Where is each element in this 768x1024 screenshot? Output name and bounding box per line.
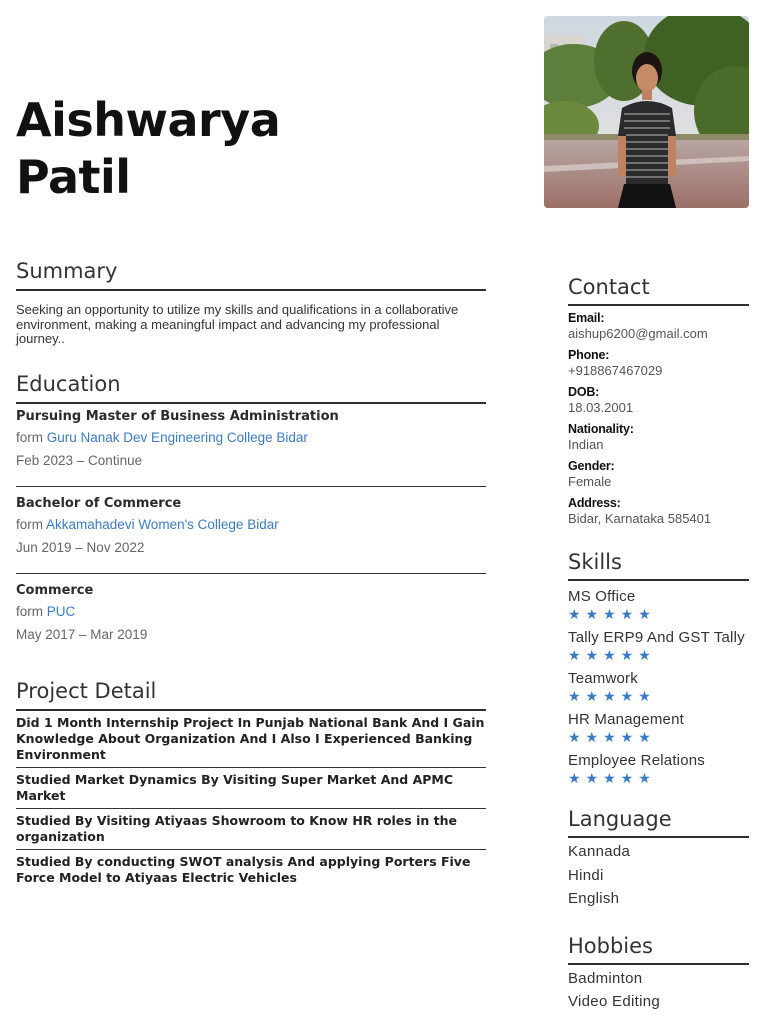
language-list [568, 840, 749, 911]
gender-value: Female [568, 474, 612, 489]
education-school-line [16, 429, 486, 447]
education-prefix: form [16, 603, 43, 619]
education-dates: Feb 2023 – Continue [16, 452, 143, 468]
skill-name: HR Management [568, 711, 684, 728]
skill-name: Tally ERP9 And GST Tally [568, 629, 745, 646]
education-dates: May 2017 – Mar 2019 [16, 626, 148, 642]
star-icon: ★★★★★ [568, 729, 656, 745]
education-item [16, 487, 486, 574]
education-prefix: form [16, 516, 43, 532]
contact-heading: Contact [568, 272, 749, 306]
first-name: Aishwarya [16, 93, 281, 147]
skills-heading: Skills [568, 547, 749, 581]
education-school-line [16, 516, 486, 534]
education-dates: Jun 2019 – Nov 2022 [16, 539, 145, 555]
phone-label: Phone: [568, 348, 610, 362]
main-column [16, 256, 486, 890]
education-degree: Bachelor of Commerce [16, 495, 182, 511]
dob-value: 18.03.2001 [568, 400, 634, 415]
nationality-value: Indian [568, 437, 604, 452]
skill-item [568, 587, 749, 622]
star-icon: ★★★★★ [568, 647, 656, 663]
skill-item [568, 710, 749, 745]
star-icon: ★★★★★ [568, 688, 656, 704]
hobbies-list [568, 967, 749, 1014]
phone-value[interactable]: +918867467029 [568, 363, 663, 378]
email-label: Email: [568, 311, 605, 325]
project-item: Studied By Visiting Atiyaas Showroom to Know HR roles in the organization [16, 809, 486, 850]
summary-text: Seeking an opportunity to utilize my skills and qualifications in a collaborative environment, making a meaningful impact and advancing my professional journey.. [16, 302, 459, 346]
education-school[interactable]: Guru Nanak Dev Engineering College Bidar [46, 429, 308, 445]
language-heading: Language [568, 804, 749, 838]
education-degree: Commerce [16, 582, 94, 598]
language-item: English [568, 890, 620, 907]
hobby-item: Video Editing [568, 993, 661, 1010]
education-item [16, 574, 486, 660]
project-item: Did 1 Month Internship Project In Punjab National Bank And I Gain Knowledge About Organization And I Also I Experienced Banking Environment [16, 711, 486, 768]
skill-name: MS Office [568, 588, 636, 605]
star-icon: ★★★★★ [568, 770, 656, 786]
education-prefix: form [16, 429, 43, 445]
education-degree: Pursuing Master of Business Administration [16, 408, 339, 424]
education-item [16, 404, 486, 487]
address-value: Bidar, Karnataka 585401 [568, 511, 712, 526]
education-school[interactable]: PUC [46, 603, 76, 619]
star-icon: ★★★★★ [568, 606, 656, 622]
skill-item [568, 628, 749, 663]
education-school[interactable]: Akkamahadevi Women's College Bidar [46, 516, 279, 532]
nationality-label: Nationality: [568, 422, 634, 436]
education-school-line [16, 603, 486, 621]
candidate-name [16, 92, 280, 206]
skill-item [568, 751, 749, 786]
skill-name: Employee Relations [568, 752, 706, 769]
language-item: Hindi [568, 866, 604, 884]
education-heading: Education [16, 369, 486, 404]
profile-photo [544, 16, 749, 208]
gender-label: Gender: [568, 459, 615, 473]
project-heading: Project Detail [16, 676, 486, 711]
project-item: Studied By conducting SWOT analysis And applying Porters Five Force Model to Atiyaas Electric Vehicles [16, 853, 471, 885]
skill-item [568, 669, 749, 704]
dob-label: DOB: [568, 385, 600, 399]
summary-heading: Summary [16, 256, 486, 291]
hobby-item: Badminton [568, 969, 643, 987]
contact-list [568, 311, 749, 527]
sidebar-column [568, 272, 749, 1014]
email-value[interactable]: aishup6200@gmail.com [568, 326, 708, 341]
language-item: Kannada [568, 843, 631, 860]
address-label: Address: [568, 496, 621, 510]
last-name: Patil [16, 150, 131, 204]
skill-name: Teamwork [568, 670, 638, 687]
project-item: Studied Market Dynamics By Visiting Super Market And APMC Market [16, 768, 486, 809]
hobbies-heading: Hobbies [568, 931, 749, 965]
